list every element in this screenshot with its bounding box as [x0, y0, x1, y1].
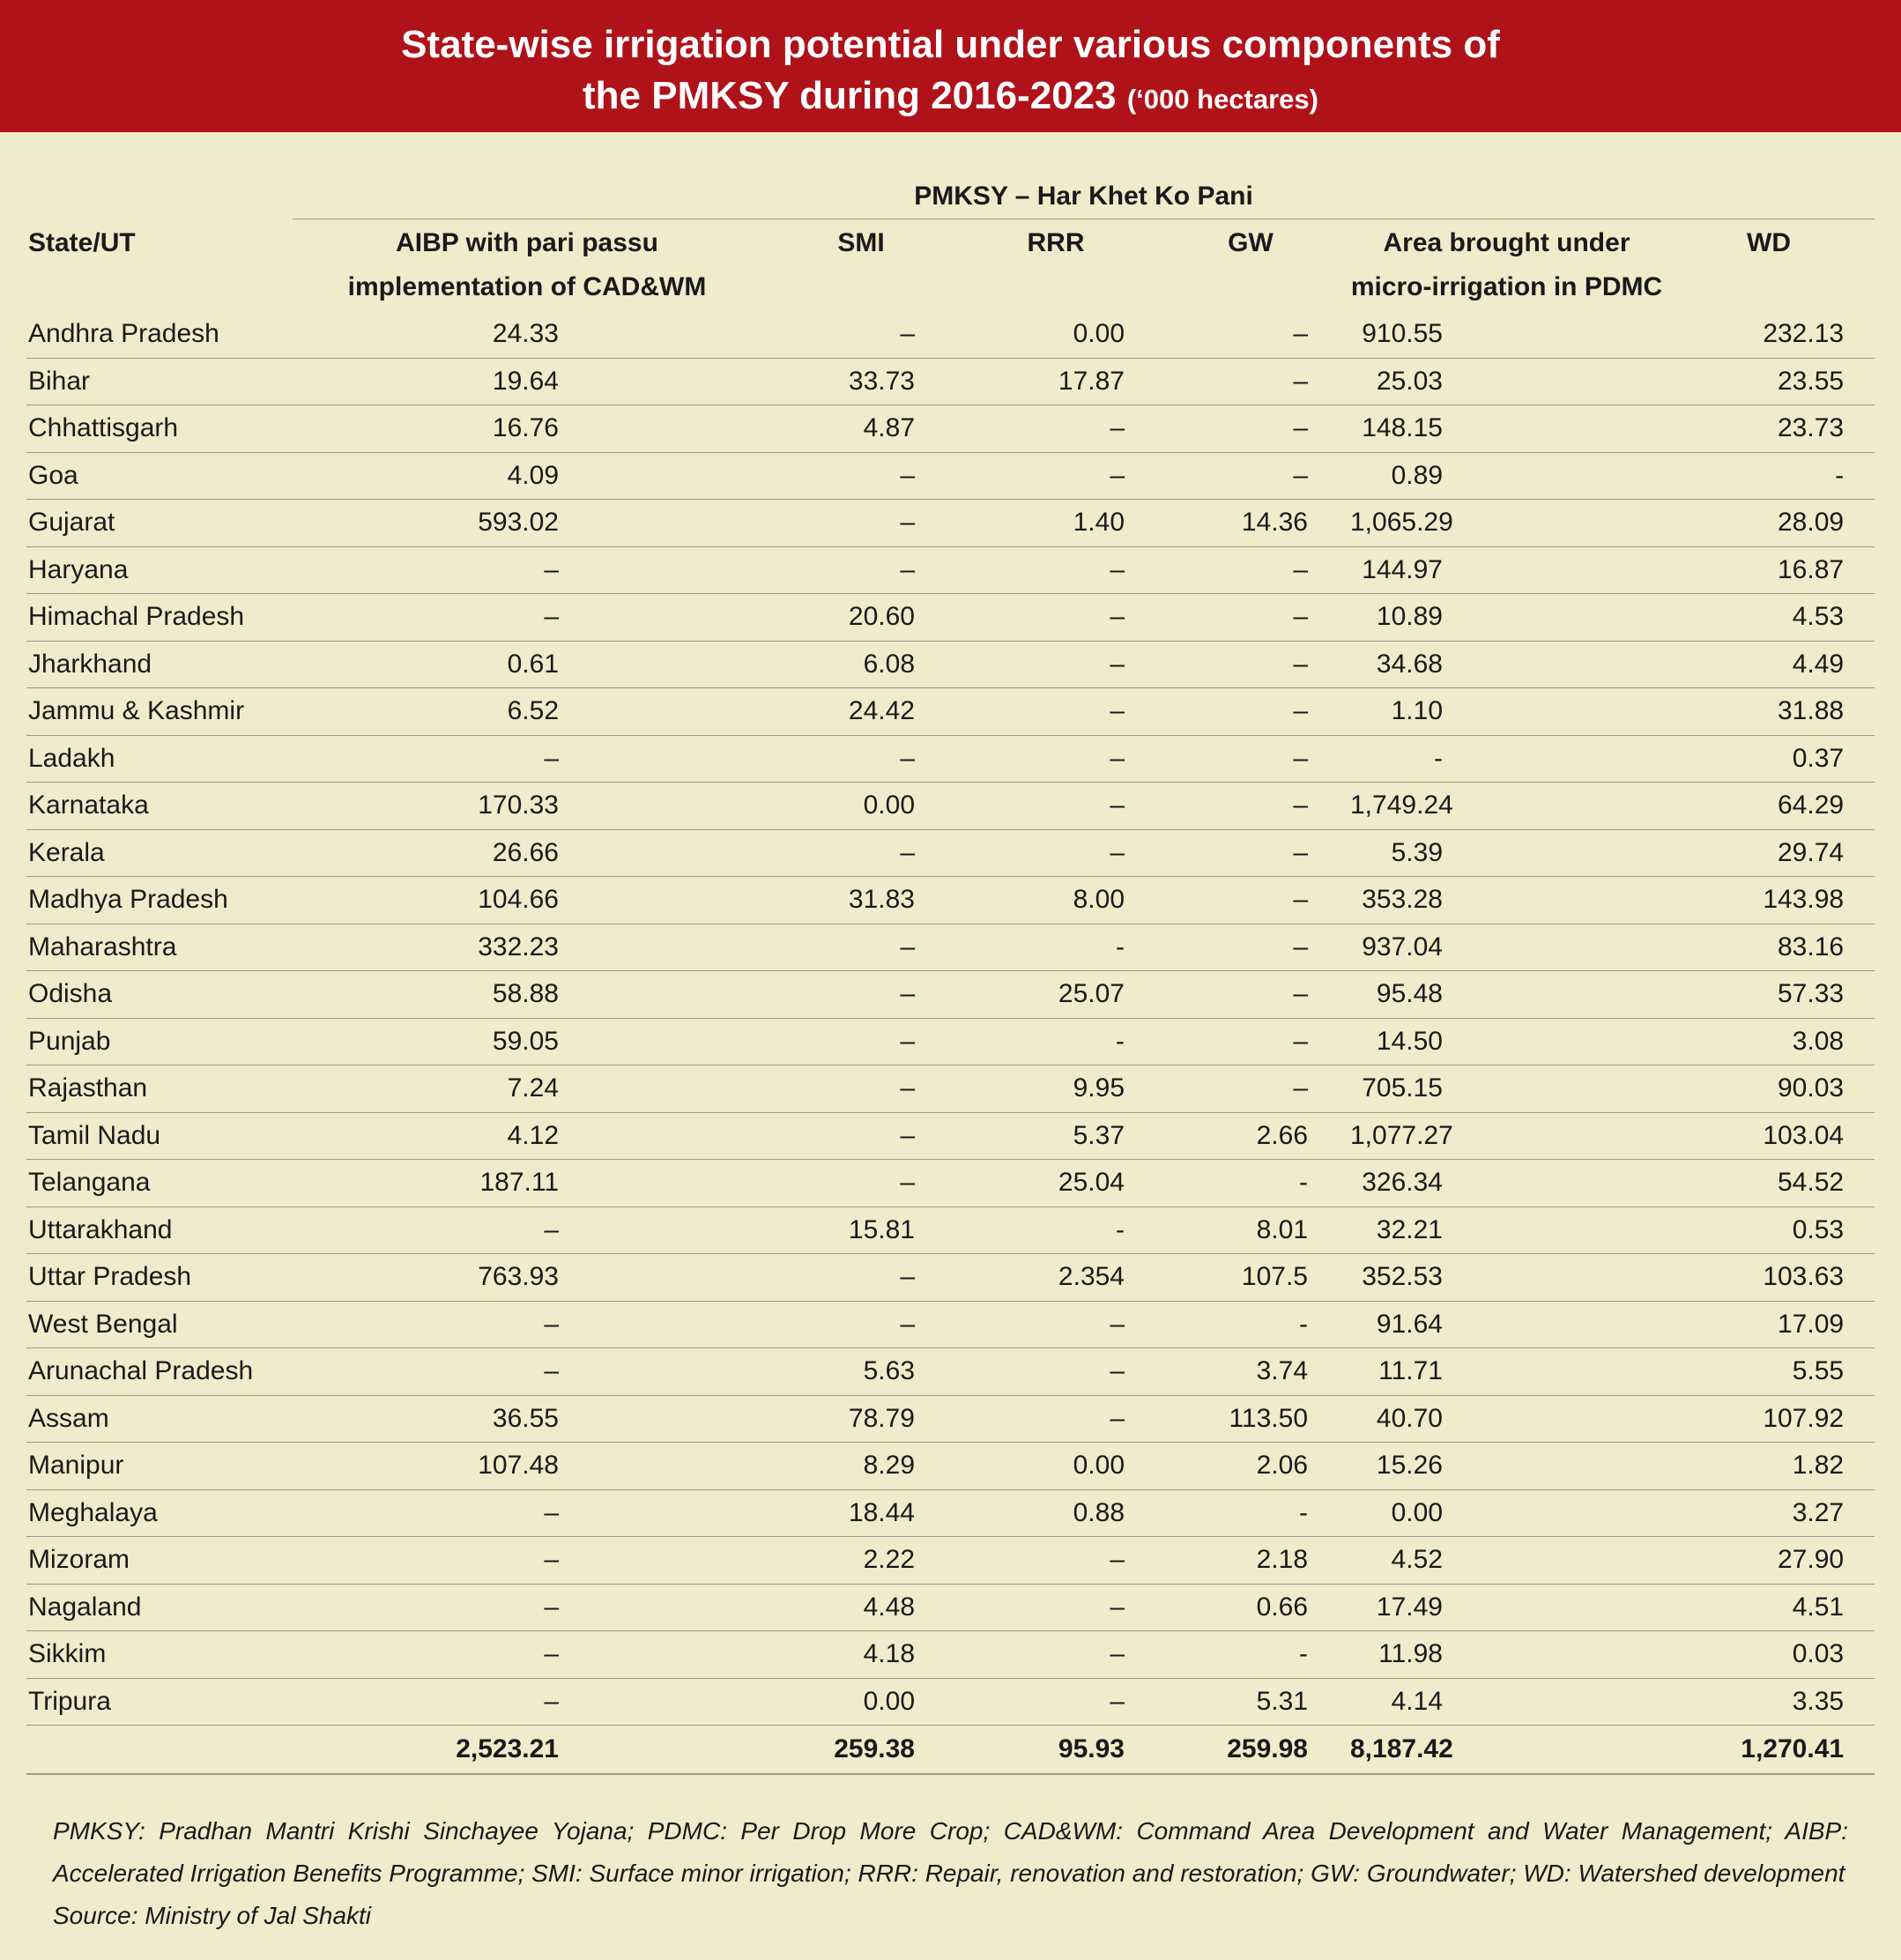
state-name: Karnataka	[26, 783, 293, 830]
cell-smi: 8.29	[761, 1443, 961, 1490]
cell-wd: 3.27	[1663, 1489, 1875, 1537]
total-aibp: 2,523.21	[293, 1726, 761, 1775]
cell-micro: 0.00	[1350, 1489, 1663, 1537]
cell-micro: 352.53	[1350, 1254, 1663, 1302]
cell-gw: –	[1151, 641, 1350, 688]
title-banner	[0, 0, 1901, 132]
total-wd: 1,270.41	[1663, 1726, 1875, 1775]
cell-aibp: 6.52	[293, 688, 761, 736]
state-name: Tripura	[26, 1678, 293, 1726]
cell-smi: 20.60	[761, 594, 961, 642]
cell-smi: –	[761, 829, 961, 877]
cell-wd: 29.74	[1663, 829, 1875, 877]
cell-aibp: –	[293, 1206, 761, 1254]
table-row	[26, 1537, 1875, 1585]
cell-aibp: 763.93	[293, 1254, 761, 1302]
cell-gw: 14.36	[1151, 500, 1350, 547]
cell-aibp: –	[293, 1584, 761, 1631]
cell-micro: 1,065.29	[1350, 500, 1663, 547]
cell-micro: 4.14	[1350, 1678, 1663, 1726]
cell-aibp: 24.33	[293, 311, 761, 358]
cell-micro: 148.15	[1350, 405, 1663, 453]
cell-smi: 33.73	[761, 358, 961, 405]
table-body	[26, 311, 1875, 1774]
table-row	[26, 546, 1875, 594]
state-name: Punjab	[26, 1018, 293, 1065]
cell-smi: –	[761, 452, 961, 500]
total-gw: 259.98	[1151, 1726, 1350, 1775]
cell-rrr: 2.354	[961, 1254, 1151, 1302]
cell-wd: 17.09	[1663, 1301, 1875, 1348]
table-row	[26, 783, 1875, 830]
cell-smi: –	[761, 311, 961, 358]
table-row	[26, 1301, 1875, 1348]
cell-aibp: 4.09	[293, 452, 761, 500]
cell-aibp: –	[293, 1489, 761, 1537]
table-row	[26, 1678, 1875, 1726]
cell-gw: 2.06	[1151, 1443, 1350, 1490]
cell-gw: 113.50	[1151, 1395, 1350, 1443]
cell-micro: 40.70	[1350, 1395, 1663, 1443]
cell-rrr: –	[961, 735, 1151, 783]
cell-gw: –	[1151, 688, 1350, 736]
cell-gw: –	[1151, 829, 1350, 877]
state-name: Jharkhand	[26, 641, 293, 688]
state-name: Tamil Nadu	[26, 1112, 293, 1160]
cell-gw: -	[1151, 1301, 1350, 1348]
table-row	[26, 1254, 1875, 1302]
state-name: Chhattisgarh	[26, 405, 293, 453]
cell-gw: 8.01	[1151, 1206, 1350, 1254]
table-row	[26, 829, 1875, 877]
state-name: Meghalaya	[26, 1489, 293, 1537]
table-row	[26, 1206, 1875, 1254]
total-smi: 259.38	[761, 1726, 961, 1775]
col-wd: WD	[1747, 228, 1792, 257]
cell-micro: 353.28	[1350, 877, 1663, 924]
state-name: Andhra Pradesh	[26, 311, 293, 358]
cell-gw: 5.31	[1151, 1678, 1350, 1726]
cell-smi: –	[761, 735, 961, 783]
table-row	[26, 500, 1875, 547]
cell-gw: –	[1151, 1065, 1350, 1113]
cell-aibp: 36.55	[293, 1395, 761, 1443]
cell-wd: 31.88	[1663, 688, 1875, 736]
col-micro-line2: micro-irrigation in PDMC	[1350, 272, 1663, 301]
cell-gw: 3.74	[1151, 1348, 1350, 1396]
table-row	[26, 1065, 1875, 1113]
cell-rrr: –	[961, 829, 1151, 877]
cell-smi: 6.08	[761, 641, 961, 688]
cell-rrr: -	[961, 924, 1151, 971]
cell-aibp: –	[293, 546, 761, 594]
table-row	[26, 452, 1875, 500]
cell-rrr: –	[961, 594, 1151, 642]
state-name: Himachal Pradesh	[26, 594, 293, 642]
state-name: Uttar Pradesh	[26, 1254, 293, 1302]
cell-gw: 2.66	[1151, 1112, 1350, 1160]
table-row	[26, 971, 1875, 1019]
cell-wd: 3.35	[1663, 1678, 1875, 1726]
cell-wd: 27.90	[1663, 1537, 1875, 1585]
state-name: Haryana	[26, 546, 293, 594]
cell-smi: 2.22	[761, 1537, 961, 1585]
cell-micro: 17.49	[1350, 1584, 1663, 1631]
cell-smi: 15.81	[761, 1206, 961, 1254]
col-micro-irrigation	[1350, 219, 1663, 312]
cell-aibp: 593.02	[293, 500, 761, 547]
col-rrr: RRR	[1027, 228, 1085, 257]
cell-aibp: 59.05	[293, 1018, 761, 1065]
cell-wd: 4.53	[1663, 594, 1875, 642]
cell-aibp: 0.61	[293, 641, 761, 688]
cell-rrr: –	[961, 1584, 1151, 1631]
cell-smi: 18.44	[761, 1489, 961, 1537]
cell-micro: 937.04	[1350, 924, 1663, 971]
cell-gw: –	[1151, 546, 1350, 594]
cell-micro: 5.39	[1350, 829, 1663, 877]
title-line-2	[0, 71, 1901, 125]
cell-rrr: 25.04	[961, 1160, 1151, 1207]
cell-micro: 11.71	[1350, 1348, 1663, 1396]
cell-wd: 90.03	[1663, 1065, 1875, 1113]
total-micro: 8,187.42	[1350, 1726, 1663, 1775]
cell-rrr: 0.00	[961, 311, 1151, 358]
group-header-row	[26, 132, 1875, 219]
cell-rrr: 25.07	[961, 971, 1151, 1019]
table-row	[26, 924, 1875, 971]
cell-micro: 32.21	[1350, 1206, 1663, 1254]
cell-rrr: –	[961, 452, 1151, 500]
state-name: Sikkim	[26, 1631, 293, 1679]
group-header: PMKSY – Har Khet Ko Pani	[914, 182, 1253, 211]
cell-micro: 705.15	[1350, 1065, 1663, 1113]
cell-gw: -	[1151, 1489, 1350, 1537]
cell-smi: 78.79	[761, 1395, 961, 1443]
cell-rrr: –	[961, 546, 1151, 594]
table-row	[26, 1018, 1875, 1065]
cell-gw: –	[1151, 452, 1350, 500]
cell-aibp: 104.66	[293, 877, 761, 924]
cell-gw: 2.18	[1151, 1537, 1350, 1585]
state-name: Kerala	[26, 829, 293, 877]
cell-rrr: -	[961, 1206, 1151, 1254]
column-header-row	[26, 219, 1875, 312]
cell-gw: –	[1151, 924, 1350, 971]
total-label	[26, 1726, 293, 1775]
cell-smi: 4.18	[761, 1631, 961, 1679]
cell-micro: 1.10	[1350, 688, 1663, 736]
state-name: Odisha	[26, 971, 293, 1019]
col-aibp	[293, 219, 761, 312]
cell-rrr: 17.87	[961, 358, 1151, 405]
cell-gw: –	[1151, 594, 1350, 642]
cell-rrr: –	[961, 688, 1151, 736]
title-line-2-text: the PMKSY during 2016-2023	[583, 74, 1117, 117]
cell-aibp: 4.12	[293, 1112, 761, 1160]
table-row	[26, 877, 1875, 924]
cell-wd: 54.52	[1663, 1160, 1875, 1207]
cell-wd: 23.73	[1663, 405, 1875, 453]
cell-aibp: 170.33	[293, 783, 761, 830]
cell-smi: –	[761, 1160, 961, 1207]
title-unit: (‘000 hectares)	[1126, 84, 1318, 115]
table-row	[26, 688, 1875, 736]
table-row	[26, 405, 1875, 453]
source-note: Source: Ministry of Jal Shakti	[53, 1902, 372, 1929]
col-aibp-line1: AIBP with pari passu	[396, 228, 658, 257]
state-name: Ladakh	[26, 735, 293, 783]
table-row	[26, 1160, 1875, 1207]
cell-micro: 1,749.24	[1350, 783, 1663, 830]
cell-smi: –	[761, 546, 961, 594]
cell-wd: 5.55	[1663, 1348, 1875, 1396]
state-name: West Bengal	[26, 1301, 293, 1348]
cell-rrr: –	[961, 1348, 1151, 1396]
cell-micro: 91.64	[1350, 1301, 1663, 1348]
state-name: Madhya Pradesh	[26, 877, 293, 924]
cell-wd: 83.16	[1663, 924, 1875, 971]
cell-micro: 1,077.27	[1350, 1112, 1663, 1160]
cell-aibp: 7.24	[293, 1065, 761, 1113]
cell-micro: 0.89	[1350, 452, 1663, 500]
cell-aibp: –	[293, 1537, 761, 1585]
cell-aibp: –	[293, 1678, 761, 1726]
cell-smi: –	[761, 971, 961, 1019]
cell-gw: –	[1151, 783, 1350, 830]
table-row	[26, 1584, 1875, 1631]
table-wrapper	[0, 132, 1901, 1937]
state-name: Arunachal Pradesh	[26, 1348, 293, 1396]
abbreviations-note: PMKSY: Pradhan Mantri Krishi Sinchayee Yojana; PDMC: Per Drop More Crop; CAD&WM: Command Area Development and Water Management; AIBP: Accelerated Irrigation Benefits Programme; SMI: Surface minor irrigation; RRR: Repair, renovation and restoration; GW: Groundwater; WD: Watershed development	[53, 1817, 1848, 1887]
cell-gw: –	[1151, 311, 1350, 358]
title-line-1: State-wise irrigation potential under various components of	[401, 23, 1500, 66]
table-row	[26, 1112, 1875, 1160]
cell-wd: 4.51	[1663, 1584, 1875, 1631]
state-name: Jammu & Kashmir	[26, 688, 293, 736]
cell-smi: –	[761, 924, 961, 971]
state-name: Goa	[26, 452, 293, 500]
cell-rrr: –	[961, 405, 1151, 453]
cell-micro: 910.55	[1350, 311, 1663, 358]
cell-smi: 24.42	[761, 688, 961, 736]
table-row	[26, 594, 1875, 642]
cell-rrr: 0.88	[961, 1489, 1151, 1537]
cell-rrr: –	[961, 1631, 1151, 1679]
col-gw: GW	[1228, 228, 1274, 257]
cell-wd: 28.09	[1663, 500, 1875, 547]
state-name: Bihar	[26, 358, 293, 405]
table-row	[26, 641, 1875, 688]
cell-rrr: –	[961, 783, 1151, 830]
cell-smi: 5.63	[761, 1348, 961, 1396]
cell-aibp: 19.64	[293, 358, 761, 405]
cell-micro: 144.97	[1350, 546, 1663, 594]
col-aibp-line2: implementation of CAD&WM	[347, 272, 707, 301]
cell-micro: 326.34	[1350, 1160, 1663, 1207]
cell-micro: 34.68	[1350, 641, 1663, 688]
cell-wd: 103.04	[1663, 1112, 1875, 1160]
cell-aibp: –	[293, 735, 761, 783]
table-row	[26, 358, 1875, 405]
cell-aibp: 16.76	[293, 405, 761, 453]
cell-wd: 64.29	[1663, 783, 1875, 830]
cell-aibp: 187.11	[293, 1160, 761, 1207]
cell-wd: 23.55	[1663, 358, 1875, 405]
cell-micro: 10.89	[1350, 594, 1663, 642]
cell-micro: -	[1350, 735, 1663, 783]
state-name: Mizoram	[26, 1537, 293, 1585]
cell-micro: 95.48	[1350, 971, 1663, 1019]
cell-wd: 143.98	[1663, 877, 1875, 924]
cell-smi: 0.00	[761, 1678, 961, 1726]
cell-rrr: 9.95	[961, 1065, 1151, 1113]
state-name: Manipur	[26, 1443, 293, 1490]
cell-smi: –	[761, 1112, 961, 1160]
cell-gw: -	[1151, 1160, 1350, 1207]
state-name: Assam	[26, 1395, 293, 1443]
state-name: Rajasthan	[26, 1065, 293, 1113]
cell-gw: –	[1151, 877, 1350, 924]
cell-smi: 0.00	[761, 783, 961, 830]
cell-rrr: –	[961, 1301, 1151, 1348]
col-micro-line1: Area brought under	[1383, 228, 1630, 257]
cell-wd: 0.03	[1663, 1631, 1875, 1679]
cell-gw: –	[1151, 358, 1350, 405]
cell-smi: 31.83	[761, 877, 961, 924]
cell-rrr: 0.00	[961, 1443, 1151, 1490]
cell-smi: –	[761, 500, 961, 547]
table-row	[26, 1443, 1875, 1490]
cell-wd: 16.87	[1663, 546, 1875, 594]
cell-smi: –	[761, 1018, 961, 1065]
cell-micro: 11.98	[1350, 1631, 1663, 1679]
irrigation-table	[26, 132, 1875, 1775]
cell-gw: 107.5	[1151, 1254, 1350, 1302]
cell-micro: 25.03	[1350, 358, 1663, 405]
cell-aibp: –	[293, 1631, 761, 1679]
cell-wd: 232.13	[1663, 311, 1875, 358]
state-name: Nagaland	[26, 1584, 293, 1631]
cell-smi: –	[761, 1301, 961, 1348]
state-name: Maharashtra	[26, 924, 293, 971]
table-row	[26, 1348, 1875, 1396]
cell-aibp: 107.48	[293, 1443, 761, 1490]
cell-aibp: 26.66	[293, 829, 761, 877]
total-row	[26, 1726, 1875, 1775]
cell-gw: –	[1151, 735, 1350, 783]
cell-wd: 103.63	[1663, 1254, 1875, 1302]
cell-aibp: –	[293, 1301, 761, 1348]
cell-gw: 0.66	[1151, 1584, 1350, 1631]
cell-wd: 3.08	[1663, 1018, 1875, 1065]
cell-smi: –	[761, 1254, 961, 1302]
cell-micro: 15.26	[1350, 1443, 1663, 1490]
table-row	[26, 1395, 1875, 1443]
cell-rrr: –	[961, 1678, 1151, 1726]
table-row	[26, 1489, 1875, 1537]
cell-wd: 4.49	[1663, 641, 1875, 688]
cell-smi: 4.48	[761, 1584, 961, 1631]
cell-wd: 107.92	[1663, 1395, 1875, 1443]
cell-rrr: 8.00	[961, 877, 1151, 924]
state-name: Telangana	[26, 1160, 293, 1207]
cell-gw: –	[1151, 971, 1350, 1019]
cell-smi: –	[761, 1065, 961, 1113]
cell-rrr: -	[961, 1018, 1151, 1065]
cell-aibp: –	[293, 1348, 761, 1396]
cell-wd: 57.33	[1663, 971, 1875, 1019]
col-smi: SMI	[837, 228, 885, 257]
col-state: State/UT	[28, 227, 136, 257]
total-rrr: 95.93	[961, 1726, 1151, 1775]
cell-wd: 1.82	[1663, 1443, 1875, 1490]
cell-gw: -	[1151, 1631, 1350, 1679]
cell-rrr: 1.40	[961, 500, 1151, 547]
cell-rrr: 5.37	[961, 1112, 1151, 1160]
table-row	[26, 1631, 1875, 1679]
cell-rrr: –	[961, 1537, 1151, 1585]
table-row	[26, 735, 1875, 783]
cell-aibp: 58.88	[293, 971, 761, 1019]
cell-wd: 0.37	[1663, 735, 1875, 783]
cell-wd: -	[1663, 452, 1875, 500]
state-name: Gujarat	[26, 500, 293, 547]
cell-gw: –	[1151, 405, 1350, 453]
cell-micro: 14.50	[1350, 1018, 1663, 1065]
cell-rrr: –	[961, 641, 1151, 688]
cell-micro: 4.52	[1350, 1537, 1663, 1585]
table-row	[26, 311, 1875, 358]
cell-smi: 4.87	[761, 405, 961, 453]
state-name: Uttarakhand	[26, 1206, 293, 1254]
cell-gw: –	[1151, 1018, 1350, 1065]
cell-rrr: –	[961, 1395, 1151, 1443]
cell-wd: 0.53	[1663, 1206, 1875, 1254]
cell-aibp: 332.23	[293, 924, 761, 971]
cell-aibp: –	[293, 594, 761, 642]
